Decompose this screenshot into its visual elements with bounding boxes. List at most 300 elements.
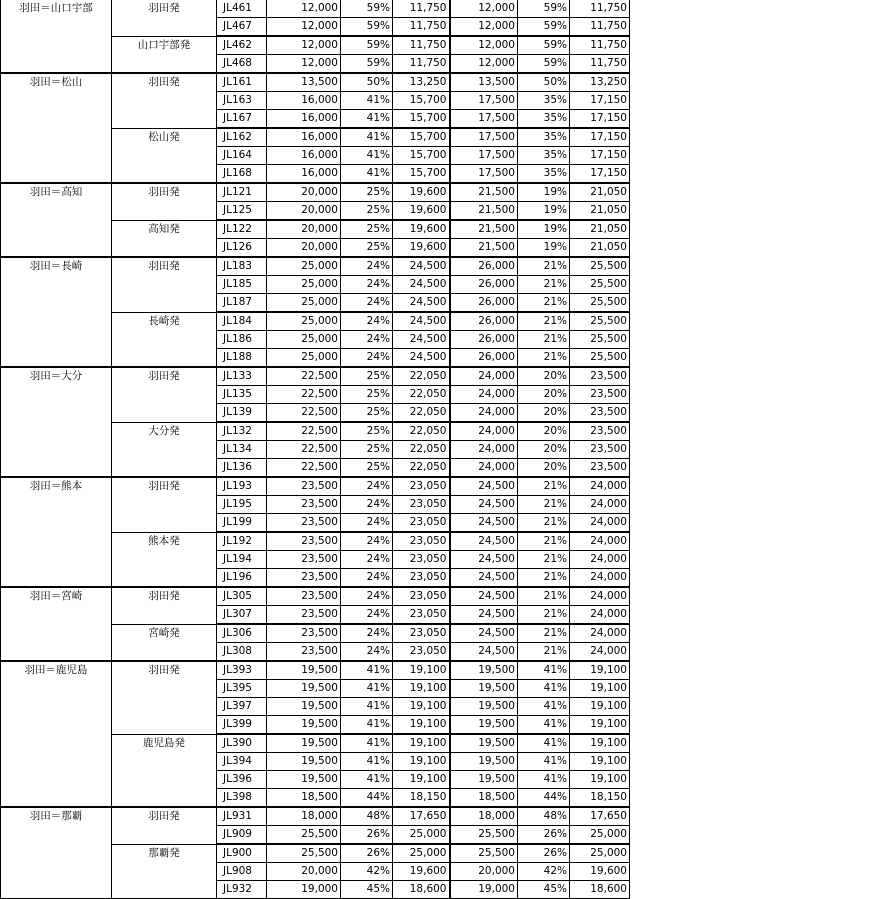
fare-b-net: 24,000 [570, 569, 630, 588]
fare-b: 12,000 [450, 36, 518, 55]
discount-b: 19% [518, 183, 570, 202]
discount-b: 19% [518, 202, 570, 221]
fare-b: 24,500 [450, 606, 518, 625]
discount-b: 20% [518, 441, 570, 459]
fare-b: 19,500 [450, 716, 518, 735]
fare-b: 18,500 [450, 789, 518, 808]
discount-b: 44% [518, 789, 570, 808]
fare-b: 17,500 [450, 147, 518, 165]
fare-b: 24,000 [450, 459, 518, 478]
fare-b-net: 11,750 [570, 55, 630, 74]
flight-number: JL390 [217, 734, 267, 753]
fare-b-net: 23,500 [570, 459, 630, 478]
flight-number: JL395 [217, 680, 267, 698]
discount-a: 25% [341, 386, 393, 404]
fare-a-net: 23,050 [393, 569, 450, 588]
discount-a: 41% [341, 147, 393, 165]
flight-number: JL136 [217, 459, 267, 478]
flight-number: JL164 [217, 147, 267, 165]
fare-b: 18,000 [450, 807, 518, 826]
discount-b: 21% [518, 532, 570, 551]
direction-label: 羽田発 [112, 661, 217, 734]
fare-a: 23,500 [267, 606, 341, 625]
direction-label: 宮崎発 [112, 624, 217, 661]
discount-b: 21% [518, 294, 570, 313]
discount-b: 21% [518, 587, 570, 606]
fare-a-net: 24,500 [393, 349, 450, 368]
fare-a: 20,000 [267, 202, 341, 221]
discount-a: 45% [341, 881, 393, 899]
flight-number: JL199 [217, 514, 267, 533]
fare-b: 25,500 [450, 826, 518, 845]
discount-a: 25% [341, 220, 393, 239]
fare-row [1, 257, 630, 276]
fare-a: 22,500 [267, 404, 341, 423]
discount-a: 24% [341, 532, 393, 551]
discount-b: 50% [518, 73, 570, 92]
fare-b: 24,500 [450, 624, 518, 643]
fare-a-net: 22,050 [393, 422, 450, 441]
fare-a: 19,500 [267, 734, 341, 753]
fare-b: 17,500 [450, 110, 518, 129]
fare-row [1, 587, 630, 606]
discount-b: 41% [518, 680, 570, 698]
fare-a: 23,500 [267, 569, 341, 588]
fare-a-net: 19,600 [393, 239, 450, 258]
fare-a: 16,000 [267, 110, 341, 129]
fare-a-net: 19,600 [393, 220, 450, 239]
fare-a-net: 19,100 [393, 771, 450, 789]
fare-b-net: 24,000 [570, 496, 630, 514]
discount-b: 21% [518, 606, 570, 625]
discount-a: 24% [341, 294, 393, 313]
discount-a: 25% [341, 441, 393, 459]
flight-number: JL397 [217, 698, 267, 716]
fare-a: 23,500 [267, 514, 341, 533]
fare-b-net: 25,500 [570, 312, 630, 331]
flight-number: JL194 [217, 551, 267, 569]
fare-b: 19,500 [450, 771, 518, 789]
fare-a: 23,500 [267, 587, 341, 606]
flight-number: JL122 [217, 220, 267, 239]
discount-a: 41% [341, 128, 393, 147]
fare-b-net: 13,250 [570, 73, 630, 92]
fare-b: 24,500 [450, 551, 518, 569]
fare-b-net: 11,750 [570, 36, 630, 55]
direction-label: 羽田発 [112, 807, 217, 844]
fare-a-net: 19,100 [393, 698, 450, 716]
discount-b: 59% [518, 0, 570, 18]
fare-b: 19,500 [450, 753, 518, 771]
fare-b: 24,000 [450, 386, 518, 404]
discount-b: 21% [518, 477, 570, 496]
flight-number: JL161 [217, 73, 267, 92]
fare-a: 25,000 [267, 257, 341, 276]
discount-b: 21% [518, 349, 570, 368]
fare-b-net: 19,600 [570, 863, 630, 881]
fare-a: 16,000 [267, 128, 341, 147]
fare-a-net: 19,100 [393, 734, 450, 753]
discount-a: 59% [341, 36, 393, 55]
fare-b-net: 17,150 [570, 92, 630, 110]
fare-b: 26,000 [450, 294, 518, 313]
flight-number: JL185 [217, 276, 267, 294]
fare-a-net: 24,500 [393, 257, 450, 276]
discount-a: 24% [341, 587, 393, 606]
discount-b: 21% [518, 312, 570, 331]
fare-b-net: 23,500 [570, 386, 630, 404]
flight-number: JL909 [217, 826, 267, 845]
flight-number: JL188 [217, 349, 267, 368]
fare-a-net: 15,700 [393, 147, 450, 165]
route-name: 羽田＝山口宇部 [1, 0, 112, 73]
fare-a-net: 22,050 [393, 404, 450, 423]
discount-a: 25% [341, 367, 393, 386]
direction-label: 高知発 [112, 220, 217, 257]
direction-label: 羽田発 [112, 477, 217, 532]
fare-a: 13,500 [267, 73, 341, 92]
fare-a: 23,500 [267, 624, 341, 643]
route-name: 羽田＝熊本 [1, 477, 112, 587]
fare-b-net: 24,000 [570, 587, 630, 606]
fare-b-net: 23,500 [570, 441, 630, 459]
fare-b: 21,500 [450, 239, 518, 258]
discount-a: 59% [341, 0, 393, 18]
fare-b-net: 24,000 [570, 477, 630, 496]
fare-row [1, 183, 630, 202]
discount-b: 41% [518, 734, 570, 753]
discount-a: 25% [341, 202, 393, 221]
flight-number: JL125 [217, 202, 267, 221]
fare-b-net: 18,150 [570, 789, 630, 808]
fare-a-net: 24,500 [393, 312, 450, 331]
fare-b: 24,500 [450, 569, 518, 588]
flight-number: JL900 [217, 844, 267, 863]
fare-b: 19,500 [450, 661, 518, 680]
fare-a: 22,500 [267, 367, 341, 386]
fare-a-net: 23,050 [393, 606, 450, 625]
discount-a: 41% [341, 661, 393, 680]
discount-a: 25% [341, 422, 393, 441]
discount-b: 21% [518, 551, 570, 569]
fare-a-net: 19,600 [393, 202, 450, 221]
fare-b: 25,500 [450, 844, 518, 863]
flight-number: JL133 [217, 367, 267, 386]
fare-a-net: 23,050 [393, 624, 450, 643]
route-name: 羽田＝那覇 [1, 807, 112, 899]
fare-a: 22,500 [267, 441, 341, 459]
fare-a: 16,000 [267, 165, 341, 184]
fare-a-net: 24,500 [393, 294, 450, 313]
flight-number: JL398 [217, 789, 267, 808]
discount-b: 59% [518, 18, 570, 37]
fare-a: 16,000 [267, 147, 341, 165]
discount-b: 48% [518, 807, 570, 826]
flight-number: JL192 [217, 532, 267, 551]
fare-b: 24,000 [450, 441, 518, 459]
flight-number: JL162 [217, 128, 267, 147]
fare-b: 26,000 [450, 276, 518, 294]
fare-b-net: 25,500 [570, 331, 630, 349]
discount-b: 21% [518, 514, 570, 533]
fare-a: 18,000 [267, 807, 341, 826]
fare-a: 23,500 [267, 496, 341, 514]
fare-b-net: 18,600 [570, 881, 630, 899]
fare-b-net: 25,000 [570, 844, 630, 863]
fare-b: 26,000 [450, 257, 518, 276]
discount-a: 41% [341, 734, 393, 753]
fare-b: 12,000 [450, 55, 518, 74]
fare-a: 19,500 [267, 771, 341, 789]
discount-b: 21% [518, 624, 570, 643]
discount-b: 19% [518, 239, 570, 258]
discount-b: 59% [518, 36, 570, 55]
discount-b: 35% [518, 147, 570, 165]
flight-number: JL462 [217, 36, 267, 55]
fare-b: 26,000 [450, 349, 518, 368]
fare-a-net: 19,100 [393, 753, 450, 771]
discount-b: 35% [518, 128, 570, 147]
fare-a-net: 22,050 [393, 367, 450, 386]
fare-a-net: 25,000 [393, 826, 450, 845]
discount-b: 20% [518, 404, 570, 423]
flight-number: JL121 [217, 183, 267, 202]
flight-number: JL126 [217, 239, 267, 258]
discount-a: 41% [341, 110, 393, 129]
fare-b: 24,500 [450, 643, 518, 662]
discount-a: 41% [341, 92, 393, 110]
direction-label: 熊本発 [112, 532, 217, 587]
fare-a: 22,500 [267, 386, 341, 404]
flight-number: JL307 [217, 606, 267, 625]
flight-number: JL184 [217, 312, 267, 331]
direction-label: 羽田発 [112, 257, 217, 312]
fare-a-net: 25,000 [393, 844, 450, 863]
discount-b: 21% [518, 257, 570, 276]
direction-label: 長崎発 [112, 312, 217, 367]
discount-a: 44% [341, 789, 393, 808]
fare-b-net: 11,750 [570, 18, 630, 37]
fare-a-net: 19,600 [393, 863, 450, 881]
fare-a: 12,000 [267, 36, 341, 55]
discount-a: 24% [341, 514, 393, 533]
fare-b-net: 17,150 [570, 165, 630, 184]
fare-a: 19,000 [267, 881, 341, 899]
fare-b-net: 24,000 [570, 551, 630, 569]
fare-a: 25,000 [267, 276, 341, 294]
fare-a-net: 15,700 [393, 92, 450, 110]
fare-b-net: 24,000 [570, 643, 630, 662]
route-name: 羽田＝鹿児島 [1, 661, 112, 807]
route-name: 羽田＝高知 [1, 183, 112, 257]
fare-a-net: 18,150 [393, 789, 450, 808]
discount-b: 35% [518, 92, 570, 110]
fare-b-net: 11,750 [570, 0, 630, 18]
fare-b-net: 23,500 [570, 367, 630, 386]
discount-a: 24% [341, 477, 393, 496]
flight-number: JL394 [217, 753, 267, 771]
fare-a: 25,500 [267, 826, 341, 845]
fare-a: 25,000 [267, 312, 341, 331]
fare-row [1, 73, 630, 92]
fare-b-net: 19,100 [570, 771, 630, 789]
discount-a: 25% [341, 239, 393, 258]
discount-b: 21% [518, 496, 570, 514]
fare-b: 26,000 [450, 312, 518, 331]
flight-number: JL908 [217, 863, 267, 881]
direction-label: 羽田発 [112, 587, 217, 624]
fare-b-net: 25,500 [570, 349, 630, 368]
discount-a: 41% [341, 716, 393, 735]
fare-b: 19,500 [450, 698, 518, 716]
fare-b: 26,000 [450, 331, 518, 349]
fare-b: 24,500 [450, 587, 518, 606]
fare-a-net: 23,050 [393, 643, 450, 662]
flight-number: JL132 [217, 422, 267, 441]
discount-a: 59% [341, 55, 393, 74]
direction-label: 羽田発 [112, 73, 217, 128]
fare-b: 24,000 [450, 404, 518, 423]
fare-a: 12,000 [267, 0, 341, 18]
flight-number: JL187 [217, 294, 267, 313]
flight-number: JL931 [217, 807, 267, 826]
discount-a: 24% [341, 606, 393, 625]
fare-b: 24,500 [450, 514, 518, 533]
fare-b-net: 24,000 [570, 532, 630, 551]
fare-a-net: 19,100 [393, 680, 450, 698]
flight-number: JL396 [217, 771, 267, 789]
discount-a: 59% [341, 18, 393, 37]
fare-b: 12,000 [450, 18, 518, 37]
discount-a: 24% [341, 276, 393, 294]
fare-b: 24,000 [450, 367, 518, 386]
flight-number: JL305 [217, 587, 267, 606]
fare-a: 22,500 [267, 459, 341, 478]
flight-number: JL135 [217, 386, 267, 404]
discount-b: 41% [518, 716, 570, 735]
discount-b: 21% [518, 276, 570, 294]
fare-a-net: 22,050 [393, 459, 450, 478]
fare-a-net: 11,750 [393, 55, 450, 74]
fare-a-net: 11,750 [393, 18, 450, 37]
discount-a: 25% [341, 183, 393, 202]
fare-b: 24,500 [450, 496, 518, 514]
fare-b: 19,500 [450, 734, 518, 753]
fare-a-net: 23,050 [393, 514, 450, 533]
discount-a: 24% [341, 349, 393, 368]
fare-a: 19,500 [267, 698, 341, 716]
fare-row [1, 0, 630, 18]
discount-b: 59% [518, 55, 570, 74]
fare-row [1, 477, 630, 496]
discount-a: 41% [341, 680, 393, 698]
fare-b: 17,500 [450, 165, 518, 184]
discount-a: 24% [341, 496, 393, 514]
fare-b: 12,000 [450, 0, 518, 18]
fare-a: 19,500 [267, 716, 341, 735]
discount-b: 35% [518, 110, 570, 129]
fare-a-net: 23,050 [393, 551, 450, 569]
direction-label: 羽田発 [112, 367, 217, 422]
discount-a: 24% [341, 257, 393, 276]
discount-a: 24% [341, 643, 393, 662]
fare-a: 12,000 [267, 18, 341, 37]
flight-number: JL193 [217, 477, 267, 496]
flight-number: JL196 [217, 569, 267, 588]
fare-b: 19,500 [450, 680, 518, 698]
fare-a-net: 23,050 [393, 477, 450, 496]
route-name: 羽田＝松山 [1, 73, 112, 183]
fare-b-net: 19,100 [570, 716, 630, 735]
fare-b: 21,500 [450, 183, 518, 202]
fare-b: 21,500 [450, 202, 518, 221]
flight-number: JL167 [217, 110, 267, 129]
fare-a-net: 18,600 [393, 881, 450, 899]
fare-a: 25,000 [267, 349, 341, 368]
discount-b: 19% [518, 220, 570, 239]
fare-b-net: 21,050 [570, 220, 630, 239]
fare-a: 22,500 [267, 422, 341, 441]
fare-a: 19,500 [267, 680, 341, 698]
discount-a: 41% [341, 165, 393, 184]
fare-a: 12,000 [267, 55, 341, 74]
fare-a: 23,500 [267, 532, 341, 551]
fare-b: 20,000 [450, 863, 518, 881]
flight-number: JL186 [217, 331, 267, 349]
fare-b: 24,500 [450, 532, 518, 551]
fare-a-net: 15,700 [393, 165, 450, 184]
fare-a: 23,500 [267, 477, 341, 496]
discount-b: 26% [518, 826, 570, 845]
fare-b-net: 19,100 [570, 698, 630, 716]
flight-number: JL183 [217, 257, 267, 276]
fare-row [1, 661, 630, 680]
flight-number: JL399 [217, 716, 267, 735]
fare-b: 24,000 [450, 422, 518, 441]
discount-b: 20% [518, 367, 570, 386]
fare-a-net: 11,750 [393, 0, 450, 18]
fare-a-net: 15,700 [393, 128, 450, 147]
fare-b: 19,000 [450, 881, 518, 899]
fare-b-net: 23,500 [570, 404, 630, 423]
discount-b: 20% [518, 386, 570, 404]
fare-b-net: 19,100 [570, 661, 630, 680]
fare-a: 20,000 [267, 239, 341, 258]
fare-row [1, 807, 630, 826]
discount-b: 20% [518, 422, 570, 441]
direction-label: 大分発 [112, 422, 217, 477]
fare-b-net: 24,000 [570, 624, 630, 643]
fare-b-net: 25,000 [570, 826, 630, 845]
fare-a-net: 24,500 [393, 331, 450, 349]
fare-a: 23,500 [267, 551, 341, 569]
fare-b-net: 24,000 [570, 606, 630, 625]
discount-a: 48% [341, 807, 393, 826]
fare-a: 25,000 [267, 294, 341, 313]
fare-a-net: 19,100 [393, 661, 450, 680]
fare-a-net: 15,700 [393, 110, 450, 129]
discount-a: 24% [341, 569, 393, 588]
fare-b-net: 19,100 [570, 753, 630, 771]
fare-a: 18,500 [267, 789, 341, 808]
direction-label: 羽田発 [112, 0, 217, 36]
fare-a: 20,000 [267, 863, 341, 881]
flight-number: JL393 [217, 661, 267, 680]
fare-b: 13,500 [450, 73, 518, 92]
discount-a: 26% [341, 844, 393, 863]
fare-a: 16,000 [267, 92, 341, 110]
discount-a: 25% [341, 459, 393, 478]
